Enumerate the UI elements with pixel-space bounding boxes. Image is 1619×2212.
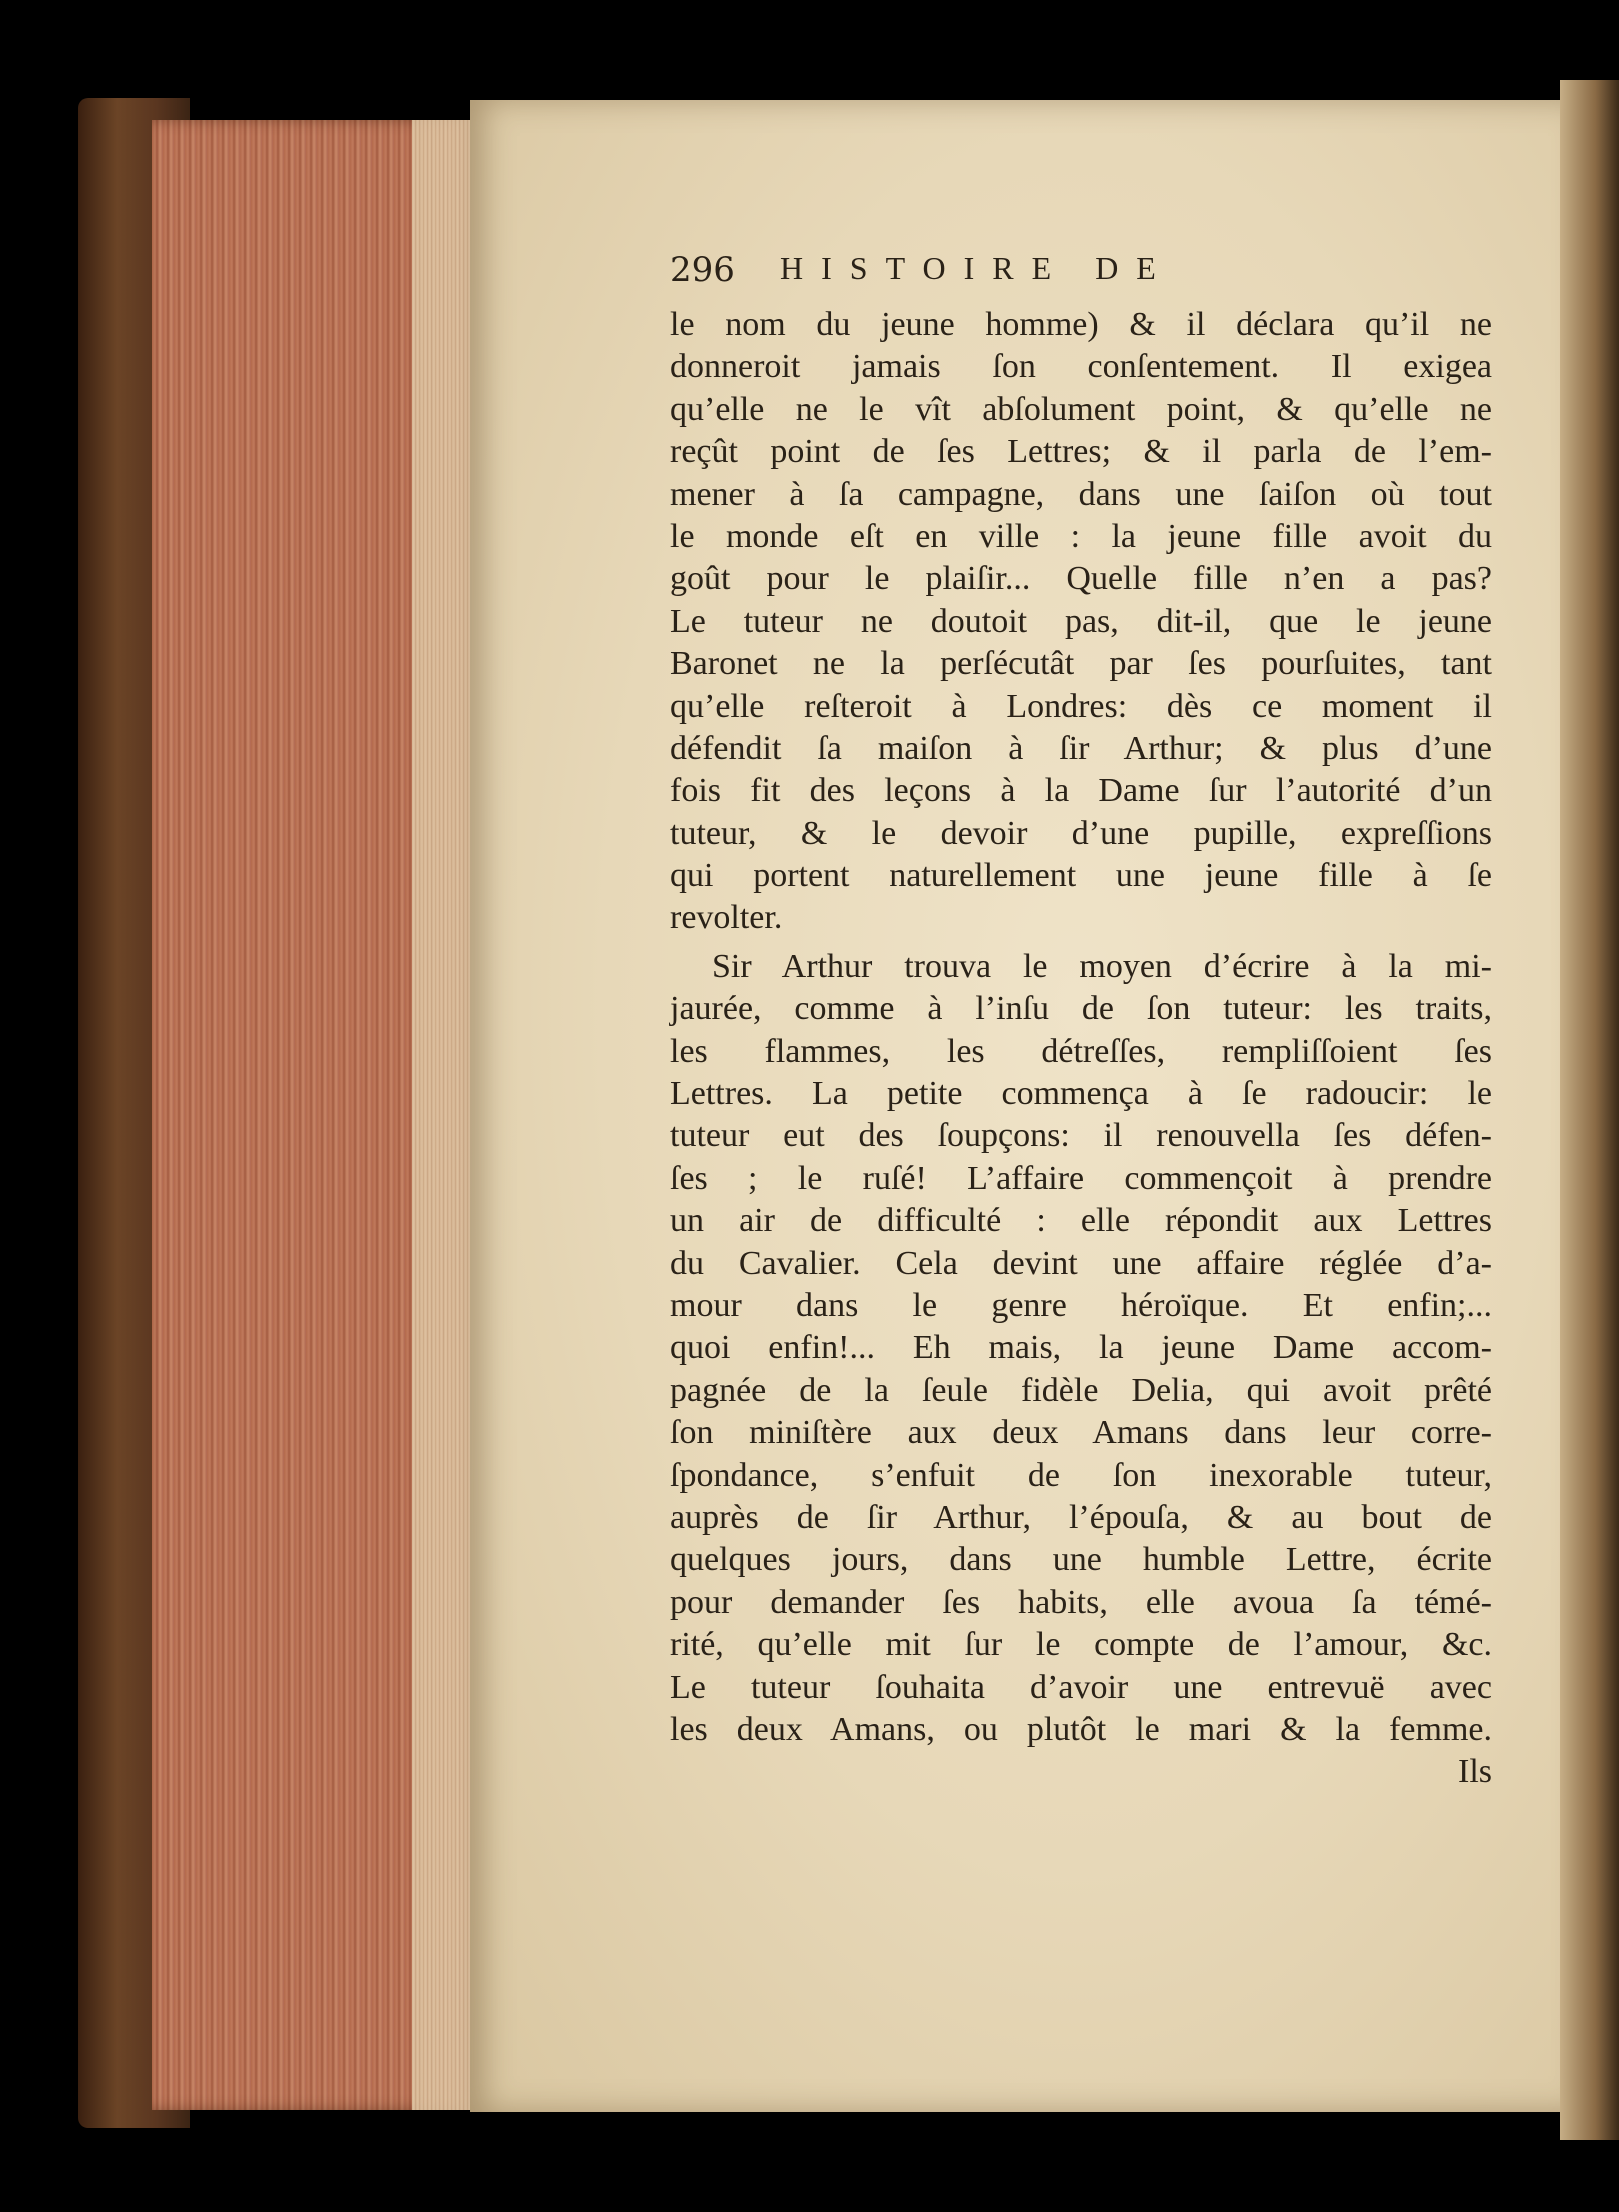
catchword: Ils [1458, 1753, 1492, 1791]
text-line: tuteur, & le devoir d’une pupille, expreſſions [670, 814, 1492, 852]
text-line: Le tuteur ſouhaita d’avoir une entrevuë avec [670, 1668, 1492, 1706]
text-line: ſon miniſtère aux deux Amans dans leur corre- [670, 1414, 1492, 1452]
text-line: pagnée de la ſeule fidèle Delia, qui avoit prêté [670, 1371, 1492, 1409]
text-line: quoi enfin!... Eh mais, la jeune Dame accom- [670, 1329, 1492, 1367]
running-head [670, 250, 1470, 300]
text-line: goût pour le plaiſir... Quelle fille n’en a pas? [670, 560, 1492, 598]
text-line: pour demander ſes habits, elle avoua ſa témé- [670, 1583, 1492, 1621]
text-line: les deux Amans, ou plutôt le mari & la femme. [670, 1710, 1492, 1748]
text-line: revolter. [670, 899, 783, 937]
body-text [670, 304, 1492, 1794]
text-line: un air de difficulté : elle répondit aux Lettres [670, 1202, 1492, 1240]
text-line: qui portent naturellement une jeune fille à ſe [670, 857, 1492, 895]
text-line: Le tuteur ne doutoit pas, dit-il, que le jeune [670, 602, 1492, 640]
text-line: jaurée, comme à l’inſu de ſon tuteur: les traits, [670, 990, 1492, 1028]
page-number: 296 [670, 250, 735, 290]
text-line: rité, qu’elle mit ſur le compte de l’amour, &c. [670, 1626, 1492, 1664]
text-line: Lettres. La petite commença à ſe radoucir: le [670, 1075, 1492, 1113]
text-line: le monde eſt en ville : la jeune fille avoit du [670, 517, 1492, 555]
text-line: tuteur eut des ſoupçons: il renouvella ſes défen- [670, 1117, 1492, 1155]
text-line: reçût point de ſes Lettres; & il parla de l’em- [670, 433, 1492, 471]
text-line: défendit ſa maiſon à ſir Arthur; & plus d’une [670, 729, 1492, 767]
text-line: auprès de ſir Arthur, l’épouſa, & au bout de [670, 1498, 1492, 1536]
text-line: le nom du jeune homme) & il déclara qu’il ne [670, 306, 1492, 343]
text-line: Baronet ne la perſécutât par ſes pourſuites, tant [670, 645, 1492, 683]
text-line: ſes ; le ruſé! L’affaire commençoit à prendre [670, 1159, 1492, 1197]
text-line: fois fit des leçons à la Dame ſur l’autorité d’un [670, 772, 1492, 810]
text-line: qu’elle reſteroit à Londres: dès ce moment il [670, 687, 1492, 725]
text-line: les flammes, les détreſſes, rempliſſoient ſes [670, 1032, 1492, 1070]
running-title: HISTOIRE DE [780, 250, 1174, 286]
page-gutter [1560, 80, 1619, 2140]
text-line: quelques jours, dans une humble Lettre, écrite [670, 1541, 1492, 1579]
text-line: ſpondance, s’enfuit de ſon inexorable tuteur, [670, 1456, 1492, 1494]
text-line: mour dans le genre héroïque. Et enfin;... [670, 1286, 1492, 1324]
text-line: donneroit jamais ſon conſentement. Il exigea [670, 348, 1492, 386]
text-line: du Cavalier. Cela devint une affaire réglée d’a- [670, 1244, 1492, 1282]
text-line: Sir Arthur trouva le moyen d’écrire à la mi- [712, 947, 1492, 985]
text-line: mener à ſa campagne, dans une ſaiſon où tout [670, 475, 1492, 513]
text-line: qu’elle ne le vît abſolument point, & qu’elle ne [670, 390, 1492, 428]
page-fore-edge [152, 120, 472, 2110]
